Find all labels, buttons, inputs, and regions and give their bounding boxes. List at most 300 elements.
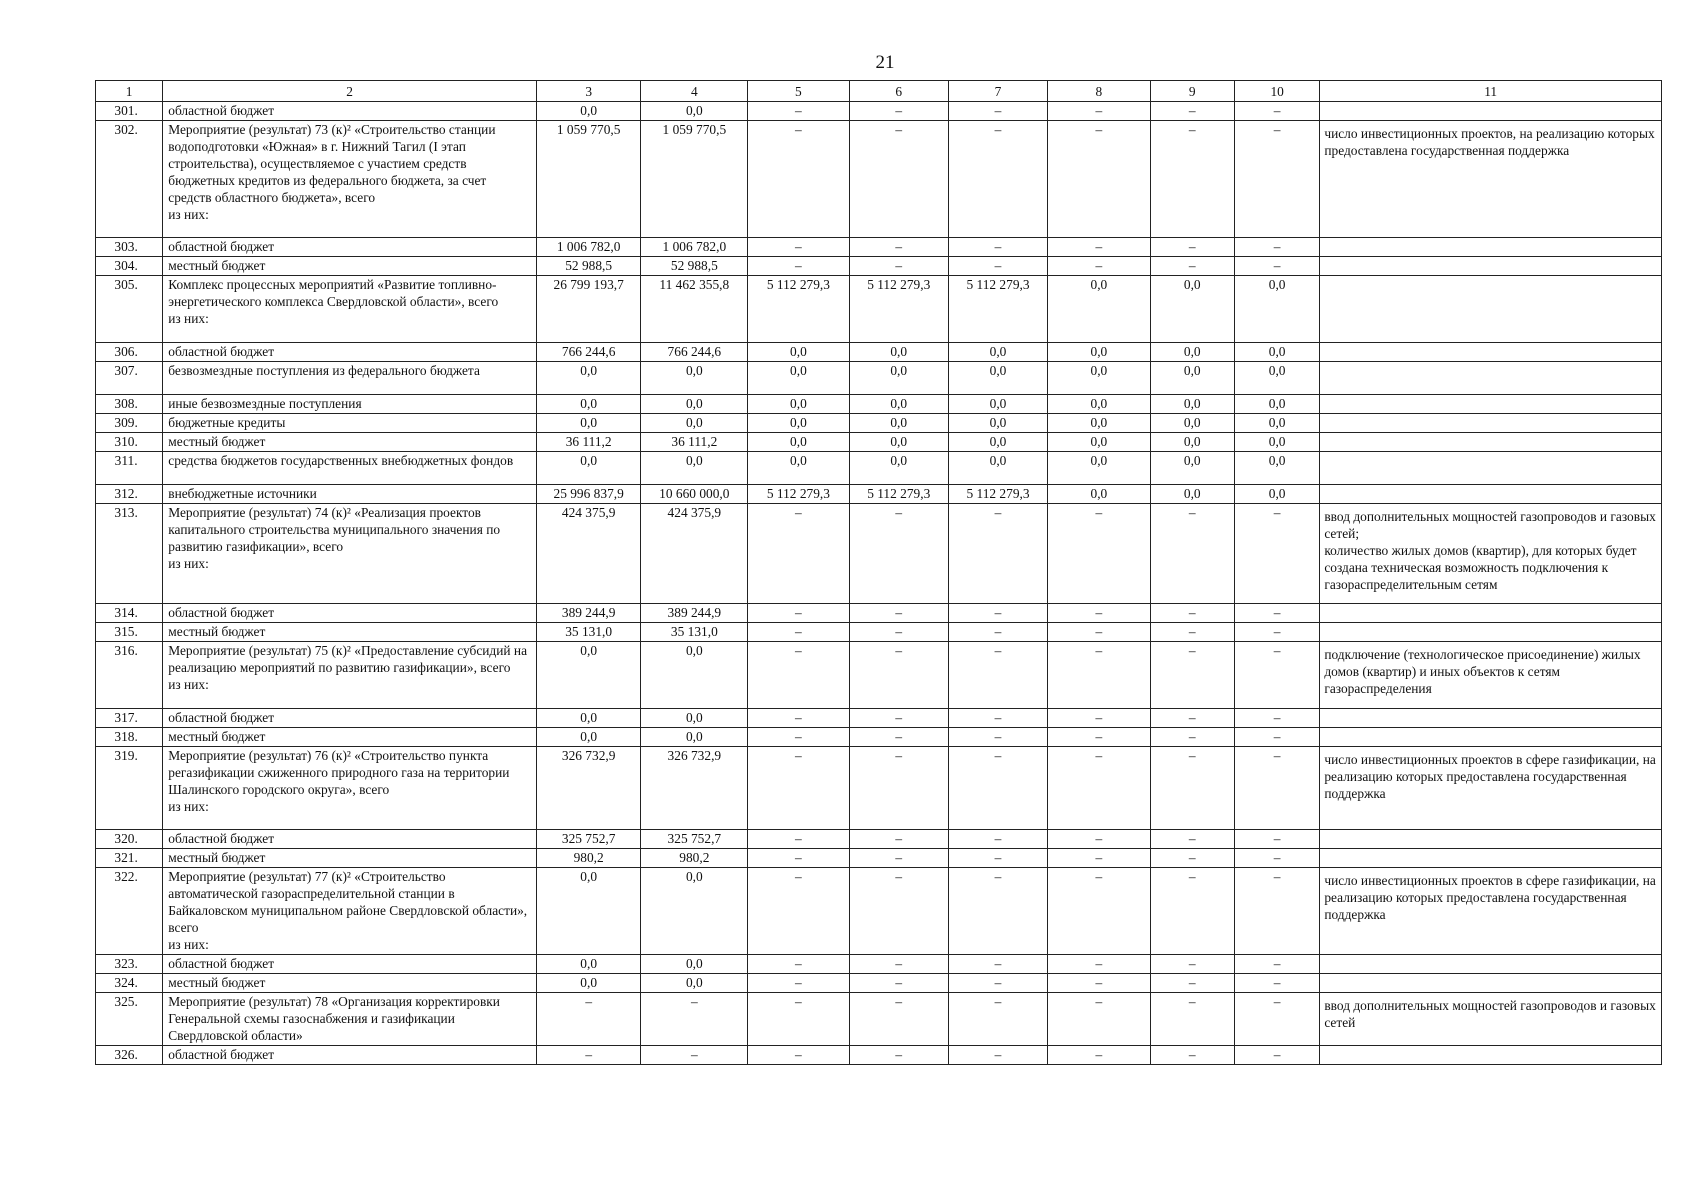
- value-col-5: –: [748, 974, 849, 993]
- value-col-8: –: [1048, 121, 1150, 238]
- value-col-8: –: [1048, 642, 1150, 709]
- value-col-9: –: [1150, 238, 1234, 257]
- result-indicator: [1320, 604, 1662, 623]
- value-col-8: 0,0: [1048, 452, 1150, 485]
- value-col-10: –: [1234, 849, 1319, 868]
- value-col-6: 0,0: [849, 343, 948, 362]
- value-col-5: –: [748, 102, 849, 121]
- value-col-6: 0,0: [849, 395, 948, 414]
- row-name: безвозмездные поступления из федерального бюджета: [163, 362, 537, 395]
- value-col-10: 0,0: [1234, 452, 1319, 485]
- result-indicator: [1320, 257, 1662, 276]
- value-col-4: –: [641, 993, 748, 1046]
- value-col-5: –: [748, 709, 849, 728]
- value-col-4: 326 732,9: [641, 747, 748, 830]
- table-row: [96, 362, 1662, 395]
- table-row: [96, 414, 1662, 433]
- value-col-4: 36 111,2: [641, 433, 748, 452]
- value-col-3: 424 375,9: [536, 504, 641, 604]
- value-col-10: –: [1234, 102, 1319, 121]
- value-col-4: 424 375,9: [641, 504, 748, 604]
- value-col-5: –: [748, 955, 849, 974]
- value-col-7: –: [948, 728, 1047, 747]
- value-col-7: –: [948, 102, 1047, 121]
- value-col-3: 52 988,5: [536, 257, 641, 276]
- value-col-4: 0,0: [641, 974, 748, 993]
- result-indicator: ввод дополнительных мощностей газопроводов и газовых сетей; количество жилых домов (квартир), для которых будет создана техническая возможность подключения к газораспределительным сетям: [1320, 504, 1662, 604]
- value-col-4: 1 059 770,5: [641, 121, 748, 238]
- value-col-5: –: [748, 121, 849, 238]
- row-name: областной бюджет: [163, 102, 537, 121]
- value-col-8: –: [1048, 747, 1150, 830]
- row-name: средства бюджетов государственных внебюджетных фондов: [163, 452, 537, 485]
- value-col-10: –: [1234, 121, 1319, 238]
- value-col-4: 766 244,6: [641, 343, 748, 362]
- value-col-6: –: [849, 955, 948, 974]
- value-col-4: 0,0: [641, 102, 748, 121]
- row-name: иные безвозмездные поступления: [163, 395, 537, 414]
- table-row: [96, 974, 1662, 993]
- table-row: [96, 709, 1662, 728]
- value-col-3: 326 732,9: [536, 747, 641, 830]
- row-number: 315.: [96, 623, 163, 642]
- value-col-6: 0,0: [849, 433, 948, 452]
- value-col-3: 0,0: [536, 414, 641, 433]
- row-name: местный бюджет: [163, 728, 537, 747]
- value-col-4: 35 131,0: [641, 623, 748, 642]
- value-col-5: 0,0: [748, 433, 849, 452]
- value-col-9: –: [1150, 121, 1234, 238]
- column-header-10: 10: [1234, 81, 1319, 102]
- row-number: 321.: [96, 849, 163, 868]
- value-col-8: 0,0: [1048, 485, 1150, 504]
- value-col-5: –: [748, 747, 849, 830]
- result-indicator: [1320, 623, 1662, 642]
- value-col-8: 0,0: [1048, 395, 1150, 414]
- value-col-7: –: [948, 1046, 1047, 1065]
- value-col-3: 389 244,9: [536, 604, 641, 623]
- value-col-3: 25 996 837,9: [536, 485, 641, 504]
- value-col-6: –: [849, 868, 948, 955]
- value-col-10: –: [1234, 868, 1319, 955]
- value-col-7: –: [948, 238, 1047, 257]
- value-col-4: 10 660 000,0: [641, 485, 748, 504]
- result-indicator: число инвестиционных проектов в сфере газификации, на реализацию которых предоставлена государственная поддержка: [1320, 747, 1662, 830]
- value-col-4: 325 752,7: [641, 830, 748, 849]
- value-col-9: 0,0: [1150, 343, 1234, 362]
- row-name: областной бюджет: [163, 343, 537, 362]
- row-number: 325.: [96, 993, 163, 1046]
- value-col-3: 1 006 782,0: [536, 238, 641, 257]
- value-col-7: –: [948, 604, 1047, 623]
- result-indicator: [1320, 955, 1662, 974]
- value-col-7: –: [948, 121, 1047, 238]
- value-col-9: –: [1150, 974, 1234, 993]
- value-col-10: 0,0: [1234, 414, 1319, 433]
- result-indicator: число инвестиционных проектов, на реализацию которых предоставлена государственная поддержка: [1320, 121, 1662, 238]
- value-col-3: 35 131,0: [536, 623, 641, 642]
- result-indicator: [1320, 102, 1662, 121]
- value-col-6: –: [849, 993, 948, 1046]
- column-header-8: 8: [1048, 81, 1150, 102]
- value-col-10: 0,0: [1234, 433, 1319, 452]
- value-col-8: –: [1048, 849, 1150, 868]
- value-col-9: –: [1150, 955, 1234, 974]
- row-number: 303.: [96, 238, 163, 257]
- table-row: [96, 343, 1662, 362]
- value-col-6: –: [849, 504, 948, 604]
- value-col-9: 0,0: [1150, 433, 1234, 452]
- result-indicator: число инвестиционных проектов в сфере газификации, на реализацию которых предоставлена государственная поддержка: [1320, 868, 1662, 955]
- value-col-5: –: [748, 504, 849, 604]
- value-col-6: –: [849, 728, 948, 747]
- value-col-8: 0,0: [1048, 343, 1150, 362]
- row-number: 305.: [96, 276, 163, 343]
- value-col-4: 980,2: [641, 849, 748, 868]
- value-col-3: 0,0: [536, 955, 641, 974]
- value-col-3: 0,0: [536, 728, 641, 747]
- value-col-10: 0,0: [1234, 343, 1319, 362]
- value-col-10: –: [1234, 257, 1319, 276]
- row-number: 319.: [96, 747, 163, 830]
- value-col-9: –: [1150, 849, 1234, 868]
- value-col-10: –: [1234, 504, 1319, 604]
- value-col-8: –: [1048, 623, 1150, 642]
- row-number: 326.: [96, 1046, 163, 1065]
- value-col-10: –: [1234, 604, 1319, 623]
- table-header-row: [96, 81, 1662, 102]
- value-col-5: 0,0: [748, 452, 849, 485]
- table-body: [96, 81, 1662, 1065]
- value-col-10: –: [1234, 642, 1319, 709]
- value-col-5: –: [748, 642, 849, 709]
- page-number: 21: [875, 52, 895, 73]
- value-col-5: 0,0: [748, 414, 849, 433]
- value-col-3: 36 111,2: [536, 433, 641, 452]
- value-col-3: 0,0: [536, 362, 641, 395]
- value-col-9: 0,0: [1150, 485, 1234, 504]
- row-number: 322.: [96, 868, 163, 955]
- column-header-5: 5: [748, 81, 849, 102]
- value-col-6: 0,0: [849, 414, 948, 433]
- table-row: [96, 623, 1662, 642]
- table-row: [96, 102, 1662, 121]
- row-number: 318.: [96, 728, 163, 747]
- value-col-8: –: [1048, 993, 1150, 1046]
- row-number: 304.: [96, 257, 163, 276]
- value-col-10: –: [1234, 728, 1319, 747]
- value-col-3: 0,0: [536, 395, 641, 414]
- value-col-3: 1 059 770,5: [536, 121, 641, 238]
- table-row: [96, 830, 1662, 849]
- value-col-6: –: [849, 747, 948, 830]
- value-col-9: –: [1150, 257, 1234, 276]
- result-indicator: ввод дополнительных мощностей газопроводов и газовых сетей: [1320, 993, 1662, 1046]
- result-indicator: [1320, 238, 1662, 257]
- row-name: Мероприятие (результат) 73 (к)² «Строительство станции водоподготовки «Южная» в г. Нижний Тагил (I этап строительства), осуществляемое с участием средств бюджетных кредитов из федерального бюджета, за счет средств областного бюджета», всего из них:: [163, 121, 537, 238]
- value-col-3: 325 752,7: [536, 830, 641, 849]
- table-row: [96, 642, 1662, 709]
- column-header-3: 3: [536, 81, 641, 102]
- value-col-6: 0,0: [849, 452, 948, 485]
- value-col-10: –: [1234, 709, 1319, 728]
- column-header-6: 6: [849, 81, 948, 102]
- value-col-7: 0,0: [948, 414, 1047, 433]
- value-col-7: –: [948, 974, 1047, 993]
- value-col-9: –: [1150, 504, 1234, 604]
- result-indicator: [1320, 452, 1662, 485]
- result-indicator: [1320, 728, 1662, 747]
- value-col-4: 0,0: [641, 955, 748, 974]
- value-col-4: 1 006 782,0: [641, 238, 748, 257]
- row-number: 306.: [96, 343, 163, 362]
- value-col-7: –: [948, 993, 1047, 1046]
- result-indicator: [1320, 830, 1662, 849]
- row-name: местный бюджет: [163, 623, 537, 642]
- value-col-7: –: [948, 955, 1047, 974]
- value-col-10: 0,0: [1234, 276, 1319, 343]
- value-col-7: –: [948, 709, 1047, 728]
- value-col-8: 0,0: [1048, 414, 1150, 433]
- value-col-7: –: [948, 257, 1047, 276]
- table-row: [96, 276, 1662, 343]
- value-col-6: –: [849, 121, 948, 238]
- row-number: 314.: [96, 604, 163, 623]
- value-col-5: 5 112 279,3: [748, 276, 849, 343]
- value-col-7: 5 112 279,3: [948, 485, 1047, 504]
- value-col-9: –: [1150, 623, 1234, 642]
- value-col-3: 0,0: [536, 642, 641, 709]
- table-row: [96, 485, 1662, 504]
- value-col-4: 0,0: [641, 395, 748, 414]
- value-col-6: –: [849, 623, 948, 642]
- value-col-5: 0,0: [748, 343, 849, 362]
- value-col-3: 0,0: [536, 868, 641, 955]
- table-row: [96, 1046, 1662, 1065]
- row-number: 307.: [96, 362, 163, 395]
- value-col-9: –: [1150, 604, 1234, 623]
- value-col-6: –: [849, 709, 948, 728]
- row-name: Мероприятие (результат) 76 (к)² «Строительство пункта регазификации сжиженного природного газа на территории Шалинского городского округа», всего из них:: [163, 747, 537, 830]
- table-row: [96, 504, 1662, 604]
- value-col-7: –: [948, 849, 1047, 868]
- value-col-3: 0,0: [536, 709, 641, 728]
- value-col-8: –: [1048, 1046, 1150, 1065]
- value-col-4: –: [641, 1046, 748, 1065]
- value-col-5: 0,0: [748, 362, 849, 395]
- value-col-5: –: [748, 728, 849, 747]
- value-col-10: –: [1234, 830, 1319, 849]
- value-col-6: –: [849, 257, 948, 276]
- result-indicator: [1320, 433, 1662, 452]
- result-indicator: подключение (технологическое присоединение) жилых домов (квартир) и иных объектов к сетям газораспределения: [1320, 642, 1662, 709]
- value-col-8: –: [1048, 257, 1150, 276]
- row-name: областной бюджет: [163, 1046, 537, 1065]
- row-name: областной бюджет: [163, 604, 537, 623]
- value-col-9: 0,0: [1150, 362, 1234, 395]
- row-number: 308.: [96, 395, 163, 414]
- value-col-9: 0,0: [1150, 452, 1234, 485]
- value-col-7: –: [948, 830, 1047, 849]
- value-col-7: 5 112 279,3: [948, 276, 1047, 343]
- value-col-8: 0,0: [1048, 362, 1150, 395]
- column-header-4: 4: [641, 81, 748, 102]
- value-col-10: 0,0: [1234, 395, 1319, 414]
- row-name: областной бюджет: [163, 238, 537, 257]
- value-col-6: –: [849, 1046, 948, 1065]
- result-indicator: [1320, 485, 1662, 504]
- row-name: местный бюджет: [163, 257, 537, 276]
- value-col-9: –: [1150, 868, 1234, 955]
- value-col-8: –: [1048, 238, 1150, 257]
- value-col-7: –: [948, 747, 1047, 830]
- budget-table: [95, 80, 1662, 1065]
- value-col-9: 0,0: [1150, 414, 1234, 433]
- row-number: 301.: [96, 102, 163, 121]
- value-col-9: –: [1150, 747, 1234, 830]
- value-col-7: 0,0: [948, 452, 1047, 485]
- value-col-10: 0,0: [1234, 362, 1319, 395]
- value-col-8: –: [1048, 604, 1150, 623]
- table-row: [96, 452, 1662, 485]
- value-col-10: –: [1234, 1046, 1319, 1065]
- value-col-8: 0,0: [1048, 433, 1150, 452]
- row-number: 311.: [96, 452, 163, 485]
- value-col-8: –: [1048, 102, 1150, 121]
- value-col-7: –: [948, 504, 1047, 604]
- value-col-10: –: [1234, 993, 1319, 1046]
- column-header-11: 11: [1320, 81, 1662, 102]
- value-col-4: 0,0: [641, 452, 748, 485]
- value-col-7: 0,0: [948, 362, 1047, 395]
- row-name: областной бюджет: [163, 955, 537, 974]
- table-row: [96, 728, 1662, 747]
- value-col-8: –: [1048, 728, 1150, 747]
- row-number: 310.: [96, 433, 163, 452]
- table-row: [96, 868, 1662, 955]
- row-name: внебюджетные источники: [163, 485, 537, 504]
- value-col-7: –: [948, 642, 1047, 709]
- value-col-9: –: [1150, 830, 1234, 849]
- row-number: 309.: [96, 414, 163, 433]
- value-col-9: 0,0: [1150, 276, 1234, 343]
- row-name: местный бюджет: [163, 974, 537, 993]
- table-row: [96, 433, 1662, 452]
- value-col-3: –: [536, 1046, 641, 1065]
- value-col-5: 0,0: [748, 395, 849, 414]
- value-col-8: 0,0: [1048, 276, 1150, 343]
- value-col-4: 0,0: [641, 868, 748, 955]
- row-name: Мероприятие (результат) 78 «Организация корректировки Генеральной схемы газоснабжения и газификации Свердловской области»: [163, 993, 537, 1046]
- row-name: местный бюджет: [163, 433, 537, 452]
- row-name: Мероприятие (результат) 74 (к)² «Реализация проектов капитального строительства муниципального значения по развитию газификации», всего из них:: [163, 504, 537, 604]
- value-col-5: –: [748, 993, 849, 1046]
- row-name: областной бюджет: [163, 709, 537, 728]
- value-col-7: 0,0: [948, 343, 1047, 362]
- value-col-4: 52 988,5: [641, 257, 748, 276]
- value-col-6: 0,0: [849, 362, 948, 395]
- value-col-9: –: [1150, 102, 1234, 121]
- value-col-5: –: [748, 604, 849, 623]
- table-row: [96, 238, 1662, 257]
- value-col-6: 5 112 279,3: [849, 485, 948, 504]
- value-col-6: 5 112 279,3: [849, 276, 948, 343]
- value-col-3: 0,0: [536, 974, 641, 993]
- value-col-4: 0,0: [641, 709, 748, 728]
- row-number: 312.: [96, 485, 163, 504]
- result-indicator: [1320, 974, 1662, 993]
- value-col-7: –: [948, 868, 1047, 955]
- row-name: местный бюджет: [163, 849, 537, 868]
- row-name: Комплекс процессных мероприятий «Развитие топливно-энергетического комплекса Свердловской области», всего из них:: [163, 276, 537, 343]
- value-col-9: –: [1150, 642, 1234, 709]
- row-number: 316.: [96, 642, 163, 709]
- result-indicator: [1320, 849, 1662, 868]
- value-col-6: –: [849, 238, 948, 257]
- value-col-6: –: [849, 849, 948, 868]
- table-row: [96, 993, 1662, 1046]
- column-header-9: 9: [1150, 81, 1234, 102]
- value-col-7: 0,0: [948, 433, 1047, 452]
- value-col-3: 0,0: [536, 452, 641, 485]
- value-col-4: 11 462 355,8: [641, 276, 748, 343]
- column-header-2: 2: [163, 81, 537, 102]
- row-number: 323.: [96, 955, 163, 974]
- value-col-4: 0,0: [641, 414, 748, 433]
- table-row: [96, 257, 1662, 276]
- value-col-10: –: [1234, 955, 1319, 974]
- value-col-3: 26 799 193,7: [536, 276, 641, 343]
- value-col-8: –: [1048, 868, 1150, 955]
- column-header-1: 1: [96, 81, 163, 102]
- result-indicator: [1320, 395, 1662, 414]
- row-number: 324.: [96, 974, 163, 993]
- value-col-3: 0,0: [536, 102, 641, 121]
- value-col-5: –: [748, 849, 849, 868]
- value-col-4: 0,0: [641, 728, 748, 747]
- table-row: [96, 395, 1662, 414]
- value-col-6: –: [849, 974, 948, 993]
- result-indicator: [1320, 362, 1662, 395]
- row-name: бюджетные кредиты: [163, 414, 537, 433]
- row-number: 313.: [96, 504, 163, 604]
- table-row: [96, 849, 1662, 868]
- value-col-6: –: [849, 604, 948, 623]
- value-col-10: –: [1234, 747, 1319, 830]
- value-col-4: 0,0: [641, 362, 748, 395]
- value-col-6: –: [849, 102, 948, 121]
- row-name: Мероприятие (результат) 75 (к)² «Предоставление субсидий на реализацию мероприятий по развитию газификации», всего из них:: [163, 642, 537, 709]
- value-col-8: –: [1048, 974, 1150, 993]
- table-row: [96, 955, 1662, 974]
- value-col-3: 766 244,6: [536, 343, 641, 362]
- value-col-10: –: [1234, 238, 1319, 257]
- value-col-5: –: [748, 257, 849, 276]
- result-indicator: [1320, 276, 1662, 343]
- value-col-10: 0,0: [1234, 485, 1319, 504]
- result-indicator: [1320, 414, 1662, 433]
- table-row: [96, 121, 1662, 238]
- value-col-5: –: [748, 238, 849, 257]
- result-indicator: [1320, 1046, 1662, 1065]
- value-col-6: –: [849, 642, 948, 709]
- table-row: [96, 747, 1662, 830]
- result-indicator: [1320, 709, 1662, 728]
- value-col-7: –: [948, 623, 1047, 642]
- value-col-9: –: [1150, 709, 1234, 728]
- value-col-3: 980,2: [536, 849, 641, 868]
- row-name: областной бюджет: [163, 830, 537, 849]
